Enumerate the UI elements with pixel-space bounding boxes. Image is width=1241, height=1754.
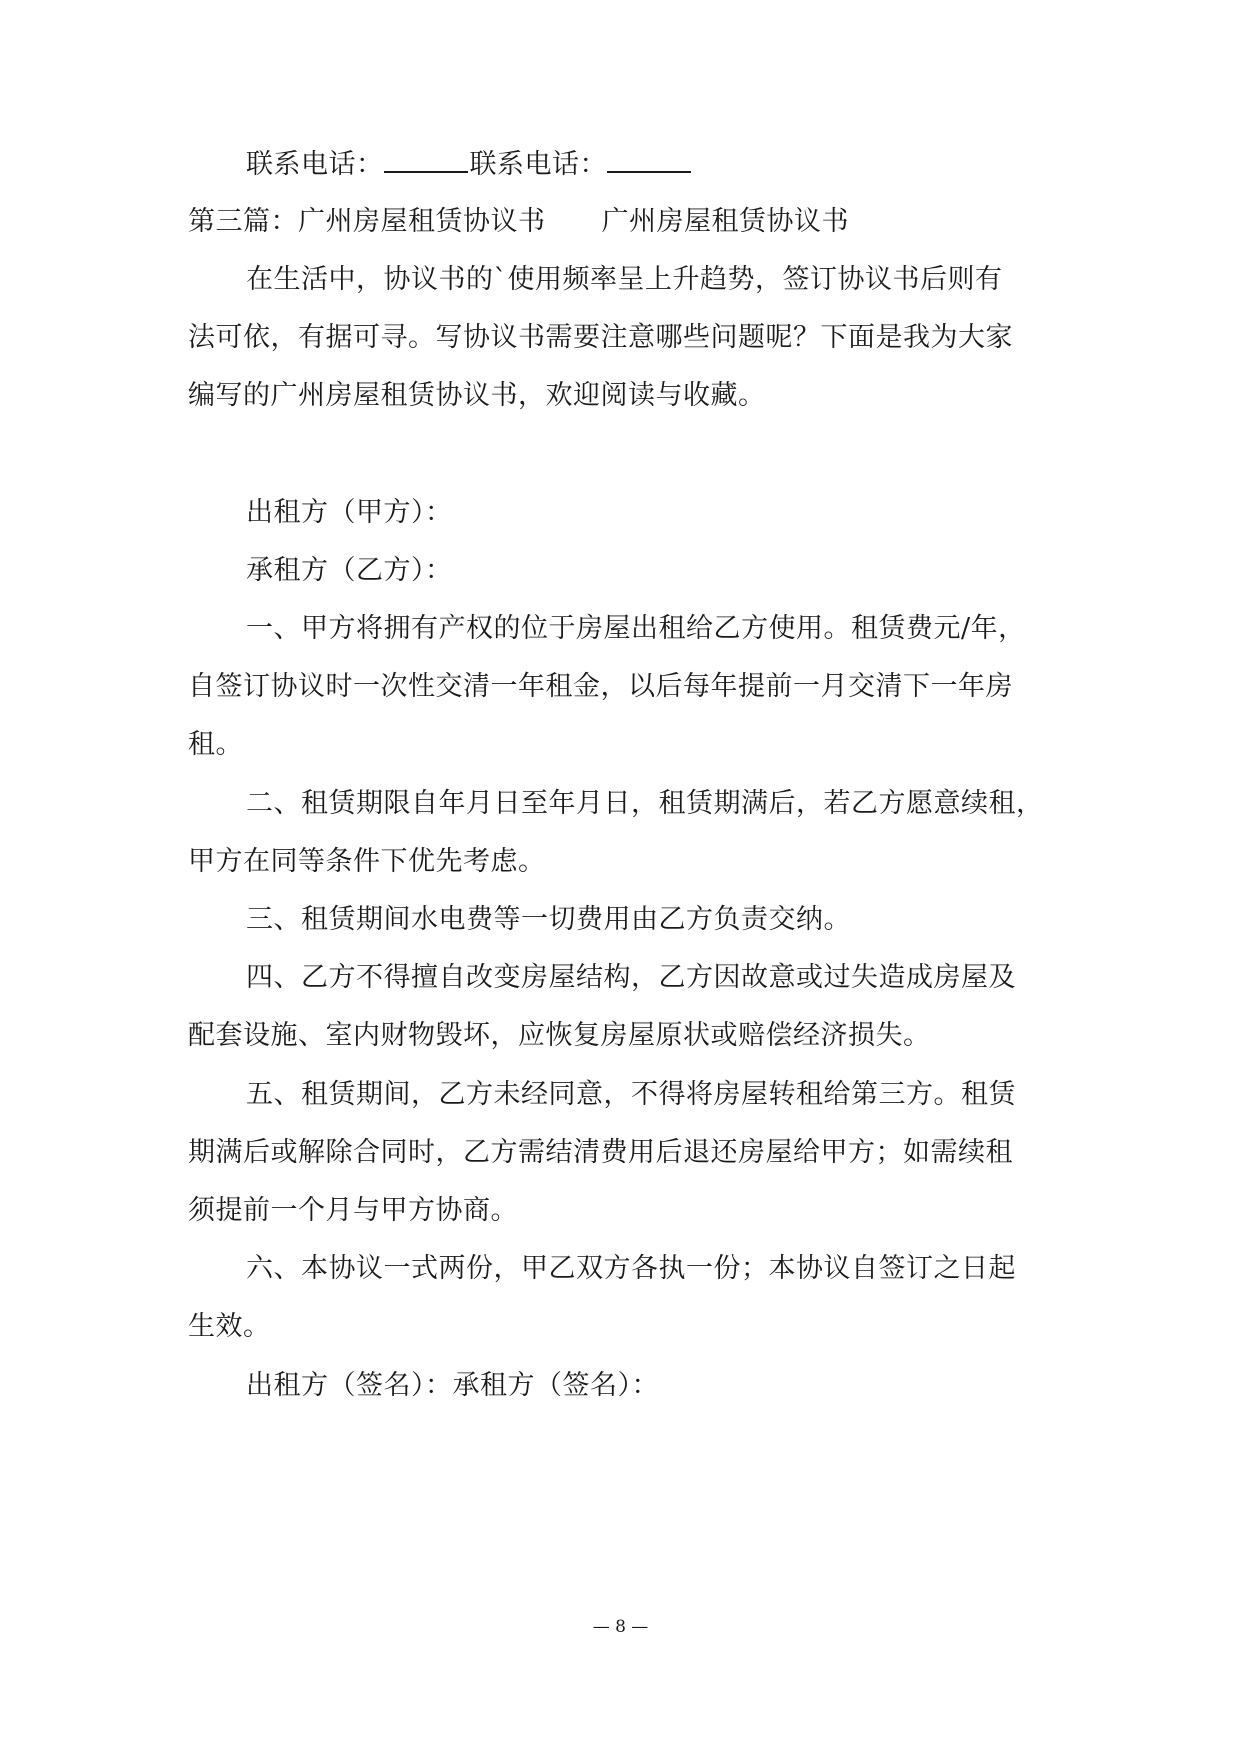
clause-5-line-2: 期满后或解除合同时，乙方需结清费用后退还房屋给甲方；如需续租	[188, 1137, 1013, 1168]
clause-2-line-2: 甲方在同等条件下优先考虑。	[188, 846, 546, 877]
page-number: — 8 —	[592, 1617, 649, 1637]
clause-1-line-1: 一、甲方将拥有产权的位于房屋出租给乙方使用。租赁费元/年，	[246, 613, 1026, 644]
clause-5-line-1: 五、租赁期间，乙方未经同意，不得将房屋转租给第三方。租赁	[246, 1079, 1016, 1110]
contact-line	[246, 145, 1126, 185]
intro-line-3: 编写的广州房屋租赁协议书，欢迎阅读与收藏。	[188, 380, 766, 411]
section-title: 广州房屋租赁协议书	[601, 206, 849, 237]
contact-blank-2	[607, 149, 691, 173]
clause-6-line-1: 六、本协议一式两份，甲乙双方各执一份；本协议自签订之日起	[246, 1253, 1016, 1284]
contact-blank-1	[384, 149, 468, 173]
clause-4-line-1: 四、乙方不得擅自改变房屋结构，乙方因故意或过失造成房屋及	[246, 962, 1016, 993]
clause-4-line-2: 配套设施、室内财物毁坏，应恢复房屋原状或赔偿经济损失。	[188, 1020, 931, 1051]
signature-line: 出租方（签名）：承租方（签名）：	[246, 1370, 659, 1401]
contact-label-2: 联系电话：	[469, 149, 607, 180]
lessor-party: 出租方（甲方）：	[246, 497, 453, 528]
clause-1-line-3: 租。	[188, 729, 243, 760]
lessee-party: 承租方（乙方）：	[246, 555, 453, 586]
clause-1-line-2: 自签订协议时一次性交清一年租金，以后每年提前一月交清下一年房	[188, 671, 1013, 702]
intro-line-1: 在生活中，协议书的`使用频率呈上升趋势，签订协议书后则有	[246, 264, 1003, 295]
intro-line-2: 法可依，有据可寻。写协议书需要注意哪些问题呢？下面是我为大家	[188, 322, 1013, 353]
section-part-label: 第三篇：广州房屋租赁协议书	[188, 206, 546, 237]
section-heading	[188, 202, 1068, 242]
contact-label-1: 联系电话：	[246, 149, 384, 180]
clause-3-line-1: 三、租赁期间水电费等一切费用由乙方负责交纳。	[246, 904, 851, 935]
clause-6-line-2: 生效。	[188, 1311, 271, 1342]
clause-5-line-3: 须提前一个月与甲方协商。	[188, 1195, 518, 1226]
clause-2-line-1: 二、租赁期限自年月日至年月日，租赁期满后，若乙方愿意续租，	[246, 788, 1044, 819]
